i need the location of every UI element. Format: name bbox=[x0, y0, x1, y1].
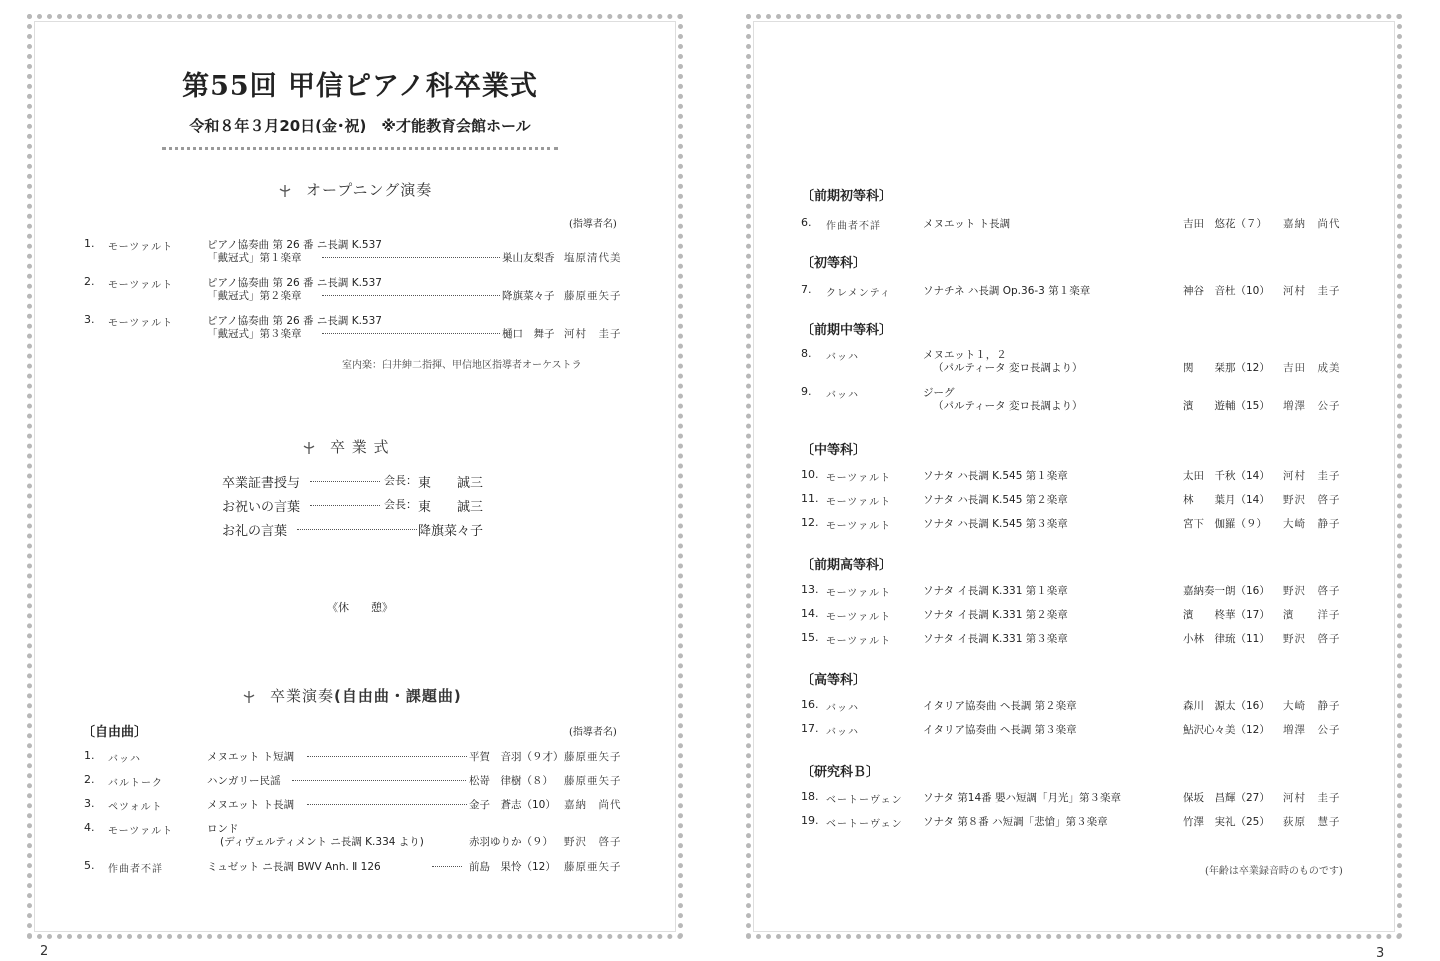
right-item-performer: 宮下 伽羅（９） bbox=[1183, 518, 1267, 530]
right-item-piece: メヌエット ト長調 bbox=[923, 218, 1011, 230]
opening-item-performer: 巣山友梨香 bbox=[502, 252, 555, 264]
clover-ornament-icon bbox=[278, 183, 292, 199]
right-item-teacher: 増澤 公子 bbox=[1283, 724, 1341, 736]
leader-dots bbox=[307, 804, 467, 805]
right-item-piece: ソナタ イ長調 K.331 第２楽章 bbox=[923, 609, 1068, 621]
right-item-composer: バッハ bbox=[826, 352, 859, 363]
right-item-composer: モーツァルト bbox=[826, 497, 892, 508]
right-item-piece-detail: （パルティータ 変ロ長調より） bbox=[933, 362, 1083, 374]
free-item-composer: ペツォルト bbox=[108, 802, 163, 813]
right-item-composer: モーツァルト bbox=[826, 612, 892, 623]
free-piece-category: 〔自由曲〕 bbox=[82, 725, 148, 740]
right-item-composer: モーツァルト bbox=[826, 636, 892, 647]
leader-dots bbox=[322, 295, 500, 296]
right-item-number: 6. bbox=[801, 216, 812, 229]
free-item-teacher: 嘉納 尚代 bbox=[564, 799, 622, 811]
ceremony-item-person: 降旗菜々子 bbox=[418, 524, 484, 539]
right-item-piece: ソナタ ハ長調 K.545 第１楽章 bbox=[923, 470, 1068, 482]
right-item-number: 8. bbox=[801, 347, 812, 360]
opening-item-teacher: 河村 圭子 bbox=[564, 328, 622, 340]
leader-dots bbox=[322, 333, 500, 334]
ceremony-item-role: 会長： bbox=[384, 474, 417, 487]
free-item-performer: 金子 蒼志（10） bbox=[469, 799, 556, 811]
graduation-heading-bold: (自由曲・課題曲) bbox=[334, 687, 462, 705]
leader-dots bbox=[432, 866, 462, 867]
opening-item-piece-line1: ピアノ協奏曲 第 26 番 ニ長調 K.537 bbox=[207, 277, 382, 289]
free-item-piece: ハンガリー民謡 bbox=[207, 775, 281, 787]
right-item-performer: 吉田 悠花（７） bbox=[1183, 218, 1267, 230]
ceremony-heading-text: 卒 業 式 bbox=[330, 438, 390, 456]
right-item-composer: ベートーヴェン bbox=[826, 795, 903, 806]
opening-item-teacher: 塩原清代美 bbox=[564, 252, 622, 264]
age-note: (年齢は卒業録音時のものです) bbox=[1205, 866, 1343, 877]
free-item-number: 3. bbox=[84, 797, 95, 810]
right-item-number: 19. bbox=[801, 814, 819, 827]
graduation-heading-plain: 卒業演奏 bbox=[270, 687, 335, 705]
page-number-right: 3 bbox=[1376, 946, 1385, 961]
right-category-1: 〔初等科〕 bbox=[801, 256, 867, 271]
free-item-number: 5. bbox=[84, 859, 95, 872]
right-item-number: 12. bbox=[801, 516, 819, 529]
right-item-number: 15. bbox=[801, 631, 819, 644]
ceremony-item-person: 東 誠三 bbox=[418, 500, 484, 515]
right-item-piece: ソナタ イ長調 K.331 第１楽章 bbox=[923, 585, 1068, 597]
opening-item-piece-line2: 「戴冠式」第２楽章 bbox=[207, 290, 302, 302]
right-item-performer: 神谷 音杜（10） bbox=[1183, 285, 1270, 297]
opening-item-piece-line1: ピアノ協奏曲 第 26 番 ニ長調 K.537 bbox=[207, 239, 382, 251]
right-item-teacher: 河村 圭子 bbox=[1283, 470, 1341, 482]
right-item-composer: モーツァルト bbox=[826, 588, 892, 599]
right-item-teacher: 大崎 静子 bbox=[1283, 700, 1341, 712]
right-item-piece: ソナタ 第14番 嬰ハ短調「月光」第３楽章 bbox=[923, 792, 1122, 804]
right-item-teacher: 河村 圭子 bbox=[1283, 792, 1341, 804]
free-item-composer: バッハ bbox=[108, 754, 141, 765]
right-item-composer: モーツァルト bbox=[826, 521, 892, 532]
decorative-divider bbox=[162, 147, 558, 150]
opening-item-number: 2. bbox=[84, 275, 95, 288]
ceremony-item-label: お祝いの言葉 bbox=[222, 500, 301, 515]
opening-item-performer: 降旗菜々子 bbox=[502, 290, 555, 302]
leader-dots bbox=[310, 481, 380, 482]
opening-item-composer: モーツァルト bbox=[108, 318, 174, 329]
opening-item-performer: 樋口 舞子 bbox=[502, 328, 555, 340]
right-item-piece: ジーグ bbox=[923, 387, 955, 399]
right-item-piece: メヌエット１，２ bbox=[923, 349, 1007, 361]
right-item-performer: 竹澤 実礼（25） bbox=[1183, 816, 1270, 828]
right-item-piece: イタリア協奏曲 ヘ長調 第２楽章 bbox=[923, 700, 1077, 712]
right-item-teacher: 増澤 公子 bbox=[1283, 400, 1341, 412]
right-item-piece: イタリア協奏曲 ヘ長調 第３楽章 bbox=[923, 724, 1077, 736]
right-item-number: 10. bbox=[801, 468, 819, 481]
opening-item-composer: モーツァルト bbox=[108, 242, 174, 253]
right-page bbox=[746, 14, 1402, 939]
leader-dots bbox=[307, 756, 467, 757]
opening-heading-text: オープニング演奏 bbox=[306, 181, 433, 199]
right-item-performer: 森川 源太（16） bbox=[1183, 700, 1270, 712]
right-item-teacher: 嘉納 尚代 bbox=[1283, 218, 1341, 230]
clover-ornament-icon bbox=[242, 689, 256, 705]
leader-dots bbox=[297, 529, 417, 530]
ceremony-item-label: お礼の言葉 bbox=[222, 524, 288, 539]
right-item-piece: ソナタ ハ長調 K.545 第２楽章 bbox=[923, 494, 1068, 506]
free-item-piece: ロンド bbox=[207, 823, 239, 835]
free-piece-teacher-header: (指導者名) bbox=[569, 727, 617, 738]
free-item-teacher: 藤原亜矢子 bbox=[564, 775, 622, 787]
right-item-composer: 作曲者不詳 bbox=[826, 221, 881, 232]
right-item-number: 11. bbox=[801, 492, 819, 505]
ceremony-item-person: 東 誠三 bbox=[418, 476, 484, 491]
clover-ornament-icon bbox=[302, 440, 316, 456]
right-item-composer: バッハ bbox=[826, 703, 859, 714]
free-item-piece: ミュゼット ニ長調 BWV Anh. Ⅱ 126 bbox=[207, 861, 381, 873]
opening-item-piece-line1: ピアノ協奏曲 第 26 番 ニ長調 K.537 bbox=[207, 315, 382, 327]
right-item-performer: 保坂 昌輝（27） bbox=[1183, 792, 1270, 804]
right-category-5: 〔高等科〕 bbox=[801, 673, 867, 688]
opening-item-number: 3. bbox=[84, 313, 95, 326]
right-item-teacher: 濱 洋子 bbox=[1283, 609, 1341, 621]
free-item-piece: メヌエット ト短調 bbox=[207, 751, 295, 763]
left-page bbox=[27, 14, 683, 939]
right-item-piece: ソナチネ ハ長調 Op.36-3 第１楽章 bbox=[923, 285, 1091, 297]
program-date-venue: 令和８年３月20日(金･祝) ※才能教育会館ホール bbox=[189, 117, 531, 135]
ceremony-heading bbox=[302, 436, 390, 457]
right-category-2: 〔前期中等科〕 bbox=[801, 323, 893, 338]
opening-item-teacher: 藤原亜矢子 bbox=[564, 290, 622, 302]
free-item-performer: 平賀 音羽（９才） bbox=[469, 751, 564, 763]
right-item-piece-detail: （パルティータ 変ロ長調より） bbox=[933, 400, 1083, 412]
right-item-performer: 濱 遊輔（15） bbox=[1183, 400, 1270, 412]
right-item-piece: ソナタ 第８番 ハ短調「悲愴」第３楽章 bbox=[923, 816, 1108, 828]
right-item-performer: 小林 律琉（11） bbox=[1183, 633, 1270, 645]
right-item-composer: モーツァルト bbox=[826, 473, 892, 484]
right-item-composer: ベートーヴェン bbox=[826, 819, 903, 830]
opening-heading bbox=[278, 179, 432, 200]
page-number-left: 2 bbox=[40, 944, 49, 959]
free-item-number: 2. bbox=[84, 773, 95, 786]
right-item-composer: クレメンティ bbox=[826, 288, 891, 299]
free-item-teacher: 藤原亜矢子 bbox=[564, 751, 622, 763]
break-label: 《休 憩》 bbox=[327, 601, 393, 614]
opening-teacher-header: (指導者名) bbox=[569, 219, 617, 230]
opening-item-piece-line2: 「戴冠式」第１楽章 bbox=[207, 252, 302, 264]
right-item-teacher: 荻原 慧子 bbox=[1283, 816, 1341, 828]
right-item-composer: バッハ bbox=[826, 727, 859, 738]
right-item-number: 18. bbox=[801, 790, 819, 803]
right-item-performer: 関 栞那（12） bbox=[1183, 362, 1270, 374]
free-item-performer: 赤羽ゆりか（９） bbox=[469, 836, 553, 848]
right-item-number: 13. bbox=[801, 583, 819, 596]
free-item-teacher: 藤原亜矢子 bbox=[564, 861, 622, 873]
opening-item-number: 1. bbox=[84, 237, 95, 250]
right-item-teacher: 吉田 成美 bbox=[1283, 362, 1341, 374]
leader-dots bbox=[292, 780, 466, 781]
free-item-composer: モーツァルト bbox=[108, 826, 174, 837]
right-item-composer: バッハ bbox=[826, 390, 859, 401]
right-item-teacher: 河村 圭子 bbox=[1283, 285, 1341, 297]
right-item-performer: 林 葉月（14） bbox=[1183, 494, 1270, 506]
right-item-piece: ソナタ イ長調 K.331 第３楽章 bbox=[923, 633, 1068, 645]
right-item-performer: 嘉納奏一朗（16） bbox=[1183, 585, 1270, 597]
right-item-teacher: 大崎 静子 bbox=[1283, 518, 1341, 530]
free-item-performer: 松嵜 律樹（８） bbox=[469, 775, 553, 787]
free-item-teacher: 野沢 啓子 bbox=[564, 836, 622, 848]
free-item-composer: 作曲者不詳 bbox=[108, 864, 163, 875]
right-item-number: 9. bbox=[801, 385, 812, 398]
free-item-piece: メヌエット ト長調 bbox=[207, 799, 295, 811]
opening-item-piece-line2: 「戴冠式」第３楽章 bbox=[207, 328, 302, 340]
free-item-piece-detail: (ディヴェルティメント ニ長調 K.334 より) bbox=[220, 836, 424, 848]
graduation-performance-heading bbox=[242, 685, 462, 706]
program-title: 第55回 甲信ピアノ科卒業式 bbox=[182, 71, 538, 102]
free-item-performer: 前島 果怜（12） bbox=[469, 861, 556, 873]
ceremony-item-role: 会長： bbox=[384, 498, 417, 511]
right-category-4: 〔前期高等科〕 bbox=[801, 558, 893, 573]
right-item-performer: 濱 柊華（17） bbox=[1183, 609, 1270, 621]
right-item-performer: 太田 千秋（14） bbox=[1183, 470, 1270, 482]
leader-dots bbox=[322, 257, 500, 258]
right-category-0: 〔前期初等科〕 bbox=[801, 189, 893, 204]
right-category-3: 〔中等科〕 bbox=[801, 443, 867, 458]
right-item-number: 14. bbox=[801, 607, 819, 620]
right-category-6: 〔研究科Ｂ〕 bbox=[801, 765, 880, 780]
right-item-number: 16. bbox=[801, 698, 819, 711]
free-item-number: 1. bbox=[84, 749, 95, 762]
right-item-number: 17. bbox=[801, 722, 819, 735]
right-item-teacher: 野沢 啓子 bbox=[1283, 633, 1341, 645]
right-item-teacher: 野沢 啓子 bbox=[1283, 494, 1341, 506]
opening-item-composer: モーツァルト bbox=[108, 280, 174, 291]
free-item-number: 4. bbox=[84, 821, 95, 834]
chamber-orchestra-note: 室内楽：臼井紳二指揮、甲信地区指導者オーケストラ bbox=[342, 360, 582, 371]
leader-dots bbox=[310, 505, 380, 506]
right-item-teacher: 野沢 啓子 bbox=[1283, 585, 1341, 597]
right-item-number: 7. bbox=[801, 283, 812, 296]
free-item-composer: バルトーク bbox=[108, 778, 163, 789]
ceremony-item-label: 卒業証書授与 bbox=[222, 476, 301, 491]
right-item-performer: 鮎沢心々美（12） bbox=[1183, 724, 1270, 736]
right-item-piece: ソナタ ハ長調 K.545 第３楽章 bbox=[923, 518, 1068, 530]
